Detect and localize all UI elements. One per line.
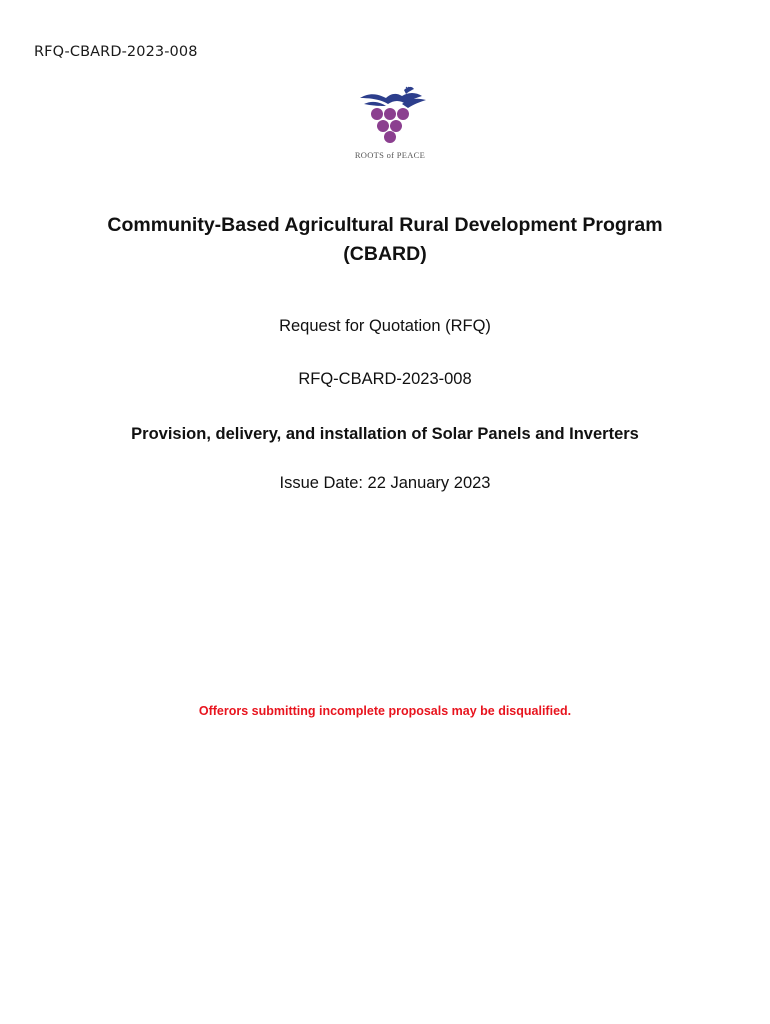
- rfq-subject: Provision, delivery, and installation of Solar Panels and Inverters: [131, 425, 639, 443]
- grapes-dove-icon: [356, 84, 438, 154]
- disqualification-warning: Offerors submitting incomplete proposals may be disqualified.: [198, 704, 572, 718]
- header-reference: RFQ-CBARD-2023-008: [34, 44, 198, 60]
- issue-date: Issue Date: 22 January 2023: [279, 474, 491, 492]
- rfq-type: Request for Quotation (RFQ): [279, 317, 491, 335]
- title-line-2: (CBARD): [343, 243, 427, 265]
- document-title: [0, 211, 770, 269]
- rfq-number: RFQ-CBARD-2023-008: [298, 370, 472, 388]
- logo-wordmark: ROOTS of PEACE: [354, 150, 426, 160]
- title-line-1: Community-Based Agricultural Rural Development Program: [107, 214, 663, 236]
